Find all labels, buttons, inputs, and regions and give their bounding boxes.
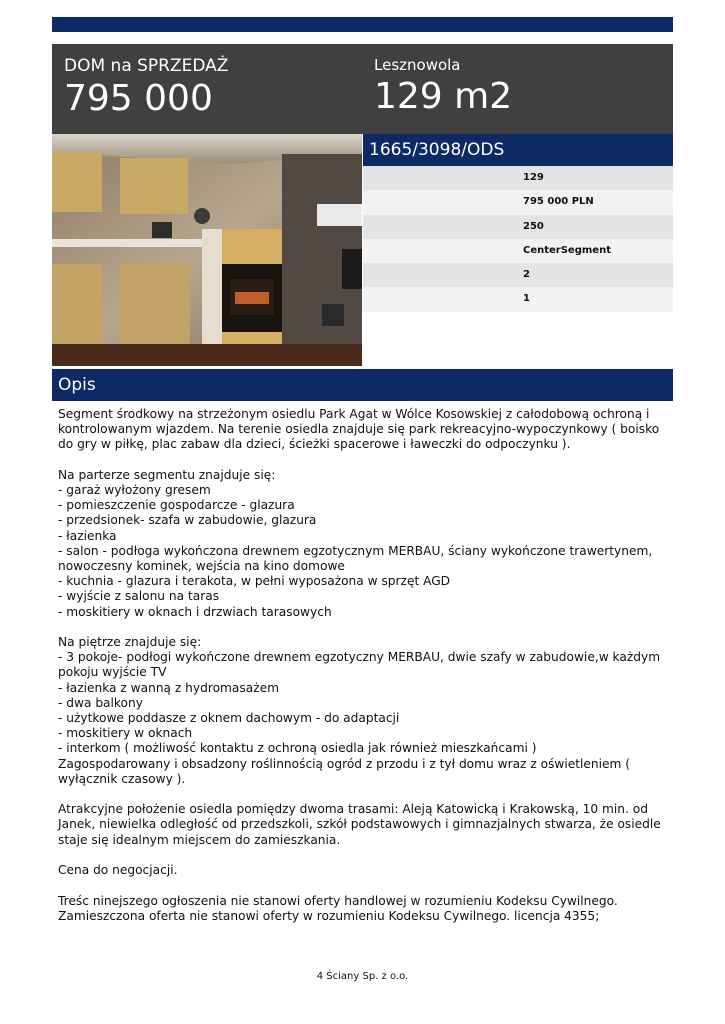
detail-row: 795 000 PLN — [363, 190, 673, 214]
property-type: DOM na SPRZEDAŻ — [64, 56, 229, 76]
living-room-photo — [52, 134, 362, 366]
property-city: Lesznowola — [374, 56, 461, 74]
detail-row: 1 — [363, 287, 673, 311]
description-heading: Opis — [52, 369, 673, 401]
header-left — [64, 56, 228, 120]
header-right — [374, 56, 512, 118]
details-table — [363, 166, 673, 312]
detail-row: 129 — [363, 166, 673, 190]
top-accent-bar — [52, 17, 673, 32]
property-price: 795 000 — [64, 78, 213, 119]
property-area: 129 m2 — [374, 76, 513, 117]
footer-company: 4 Ściany Sp. z o.o. — [316, 971, 409, 982]
description-text: Segment środkowy na strzeżonym osiedlu Park Agat w Wólce Kosowskiej z całodobową ochroną i kontrolowanym wjazdem. Na terenie osiedla znajduje się park rekreacyjno-wypoczynkowy ( boisko do gry w piłkę, plac zabaw dla dzieci, ścieżki spacerowe i ławeczki do odpoczynku ). Na parterze segmentu znajduje się: - garaż wyłożony gresem - pomieszczenie gospodarcze - glazura - przedsionek- szafa w zabudowie, glazura - łazienka - salon - podłoga wykończona drewnem egzotycznym MERBAU, ściany wykończone trawertynem, nowoczesny kominek, wejścia na kino domowe - kuchnia - glazura i terakota, w pełni wyposażona w sprzęt AGD - wyjście z salonu na taras - moskitiery w oknach i drzwiach tarasowych Na piętrze znajduje się: - 3 pokoje- podłogi wykończone drewnem egzotyczny MERBAU, dwie szafy w zabudowie,w każdym pokoju wyjście TV - łazienka z wanną z hydromasażem - dwa balkony - użytkowe poddasze z oknem dachowym - do adaptacji - moskitiery w oknach - interkom ( możliwość kontaktu z ochroną osiedla jak również mieszkańcami ) Zagospodarowany i obsadzony roślinnością ogród z przodu i z tył domu wraz z oświetleniem ( wyłącznik czasowy ). Atrakcyjne położenie osiedla pomiędzy dwoma trasami: Aleją Katowicką i Krakowską, 10 min. od Janek, niewielka odległość od przedszkoli, szkół podstawowych i gimnazjalnych stwarza, że osiedle staje się idealnym miejscem do zamieszkania. Cena do negocjacji. Treśc ninejszego ogłoszenia nie stanowi oferty handlowej w rozumieniu Kodeksu Cywilnego. Zamieszczona oferta nie stanowi oferty w rozumieniu Kodeksu Cywilnego. licencja 4355; — [58, 407, 661, 923]
detail-row: 250 — [363, 215, 673, 239]
detail-row: CenterSegment — [363, 239, 673, 263]
reference-number: 1665/3098/ODS — [363, 134, 673, 166]
detail-row: 2 — [363, 263, 673, 287]
property-photo — [52, 134, 362, 366]
listing-header — [52, 44, 673, 134]
